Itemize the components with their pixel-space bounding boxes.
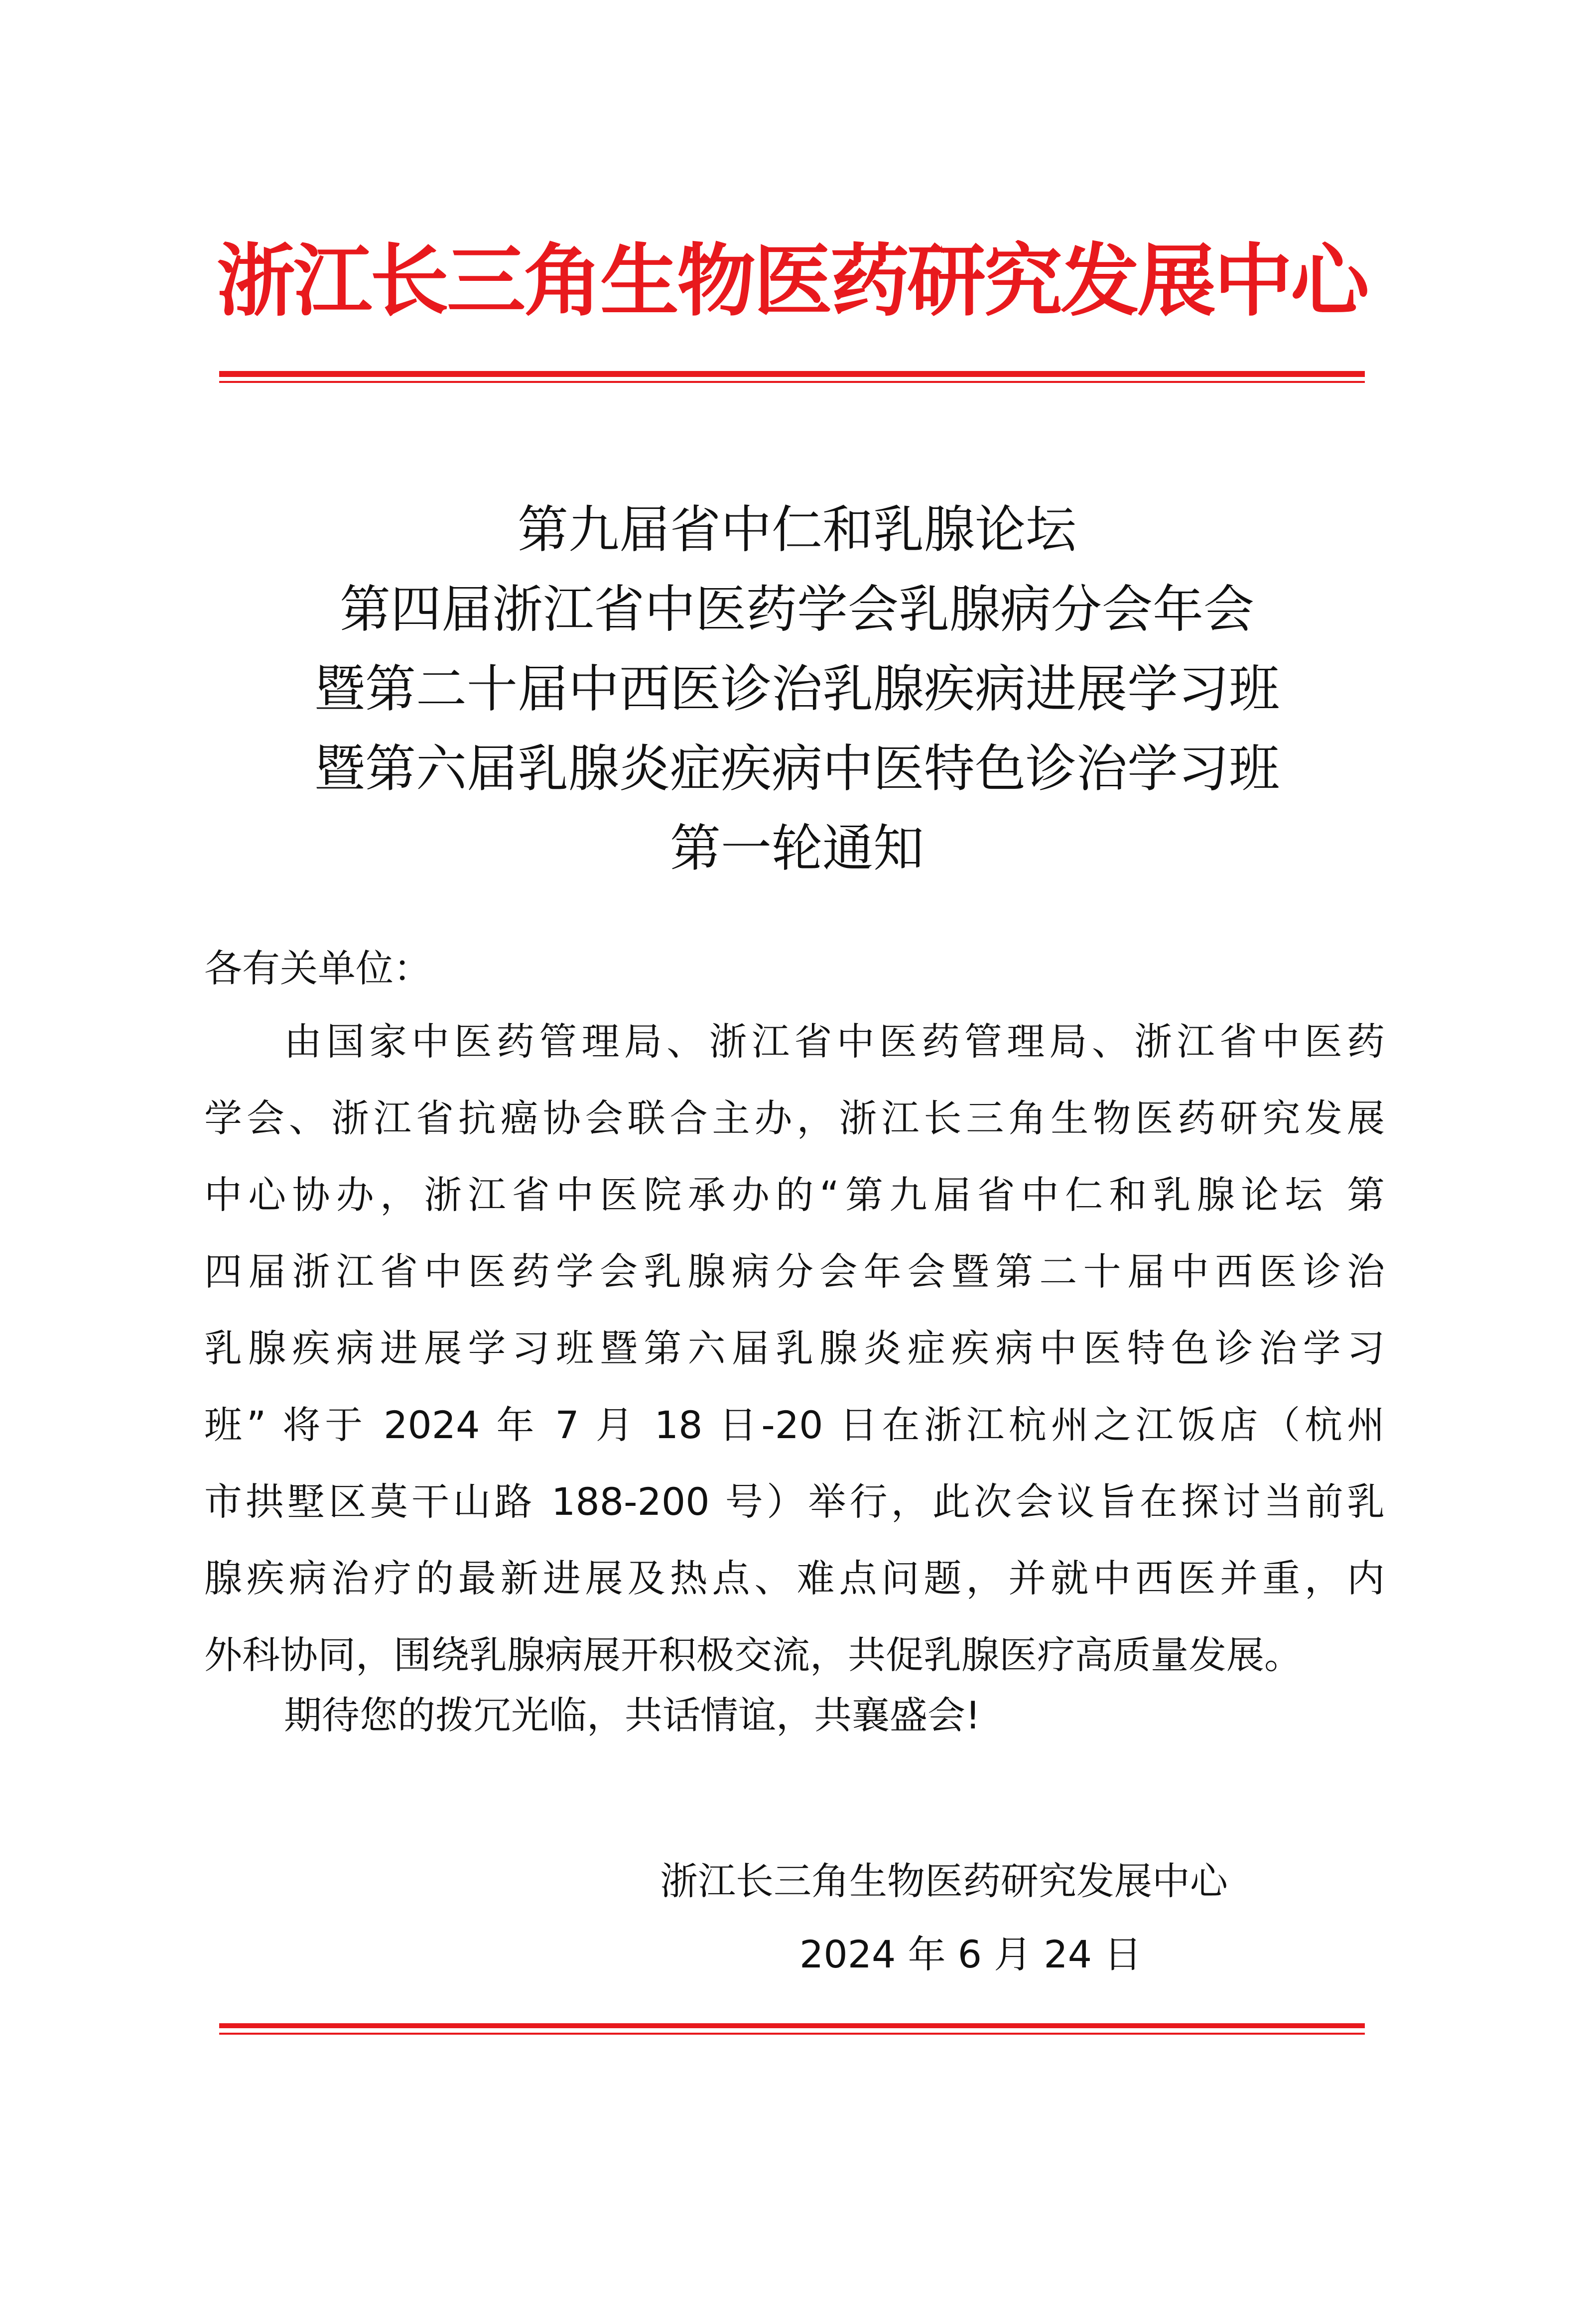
- letterhead-rule-thick: [219, 371, 1365, 377]
- signature-org: 浙江长三角生物医药研究发展中心: [660, 1859, 1228, 1903]
- body-line-5: 乳腺疾病进展学习班暨第六届乳腺炎症疾病中医特色诊治学习: [204, 1326, 1385, 1370]
- salutation: 各有关单位：: [204, 946, 431, 990]
- footer-rule-thin: [219, 2033, 1365, 2035]
- body-line-9: 外科协同，围绕乳腺病展开积极交流，共促乳腺医疗高质量发展。: [204, 1633, 1302, 1677]
- footer-rule-thick: [219, 2023, 1365, 2028]
- body-line-8: 腺疾病治疗的最新进展及热点、难点问题，并就中西医并重，内: [204, 1556, 1385, 1600]
- body-line-3: 中心协办，浙江省中医院承办的“第九届省中仁和乳腺论坛 第: [204, 1173, 1385, 1217]
- notice-title: [149, 490, 1445, 889]
- notice-title-line-4: 暨第六届乳腺炎症疾病中医特色诊治学习班: [314, 739, 1280, 799]
- notice-title-line-5: 第一轮通知: [670, 819, 924, 878]
- closing-line: 期待您的拨冗光临，共话情谊，共襄盛会!: [284, 1693, 981, 1737]
- body-line-2: 学会、浙江省抗癌协会联合主办，浙江长三角生物医药研究发展: [204, 1096, 1385, 1140]
- body-line-7: 市拱墅区莫干山路 188-200 号）举行，此次会议旨在探讨当前乳: [204, 1479, 1385, 1524]
- notice-title-line-3: 暨第二十届中西医诊治乳腺疾病进展学习班: [314, 660, 1280, 719]
- notice-title-line-1: 第九届省中仁和乳腺论坛: [518, 500, 1076, 560]
- signature-date: 2024 年 6 月 24 日: [799, 1932, 1142, 1976]
- body-line-6: 班” 将于 2024 年 7 月 18 日-20 日在浙江杭州之江饭店（杭州: [204, 1403, 1385, 1447]
- body-line-4: 四届浙江省中医药学会乳腺病分会年会暨第二十届中西医诊治: [204, 1249, 1385, 1294]
- letterhead-title: 浙江长三角生物医药研究发展中心: [217, 236, 1367, 327]
- body-line-1: 由国家中医药管理局、浙江省中医药管理局、浙江省中医药: [284, 1019, 1385, 1064]
- letterhead-rule-thin: [219, 381, 1365, 383]
- body-paragraph: [204, 1003, 1385, 1694]
- notice-title-line-2: 第四届浙江省中医药学会乳腺病分会年会: [340, 580, 1254, 639]
